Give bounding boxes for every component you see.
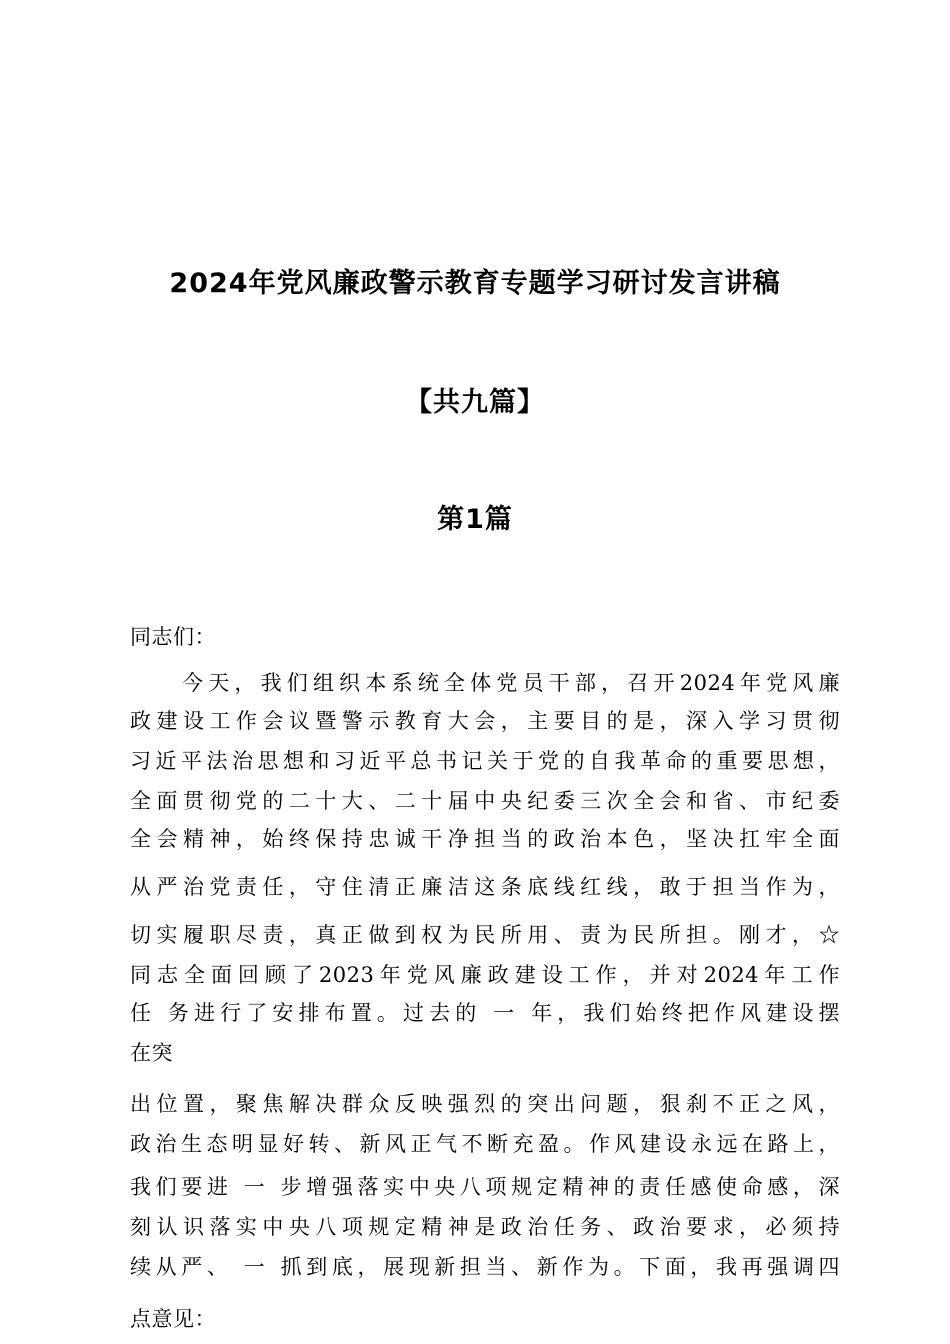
paragraph-line: 从严治党责任，守住清正廉洁这条底线红线，敢于担当作为， [130,875,840,899]
paragraph-line: 同志全面回顾了2023年党风廉政建设工作，并对2024年工作 [130,963,840,987]
paragraph-line: 全会精神，始终保持忠诚干净担当的政治本色，坚决扛牢全面 [130,827,840,851]
paragraph-line: 全面贯彻党的二十大、二十届中央纪委三次全会和省、市纪委 [130,789,840,813]
paragraph-line: 在突 [130,1041,173,1065]
paragraph-line: 切实履职尽责，真正做到权为民所用、责为民所担。刚才，☆ [130,923,840,947]
paragraph-line: 今天，我们组织本系统全体党员干部，召开2024年党风廉 [182,671,840,695]
paragraph-line: 习近平法治思想和习近平总书记关于党的自我革命的重要思想， [130,749,840,773]
paragraph-line: 刻认识落实中央八项规定精神是政治任务、政治要求，必须持 [130,1215,840,1239]
document-title: 2024年党风廉政警示教育专题学习研讨发言讲稿 [169,268,781,299]
paragraph-line: 任 务进行了安排布置。过去的 一 年，我们始终把作风建设摆 [130,1001,840,1025]
document-subtitle: 【共九篇】 [405,387,545,418]
paragraph-line: 点意见： [130,1307,216,1331]
paragraph-line: 出位置，聚焦解决群众反映强烈的突出问题，狠刹不正之风， [130,1092,840,1116]
salutation: 同志们： [130,625,216,649]
paragraph-line: 政建设工作会议暨警示教育大会，主要目的是，深入学习贯彻 [130,709,840,733]
paragraph-line: 政治生态明显好转、新风正气不断充盈。作风建设永远在路上， [130,1132,840,1156]
paragraph-line: 我们要进 一 步增强落实中央八项规定精神的责任感使命感，深 [130,1175,840,1199]
paragraph-line: 续从严、 一 抓到底，展现新担当、新作为。下面，我再强调四 [130,1255,840,1279]
section-heading: 第1篇 [437,504,513,535]
